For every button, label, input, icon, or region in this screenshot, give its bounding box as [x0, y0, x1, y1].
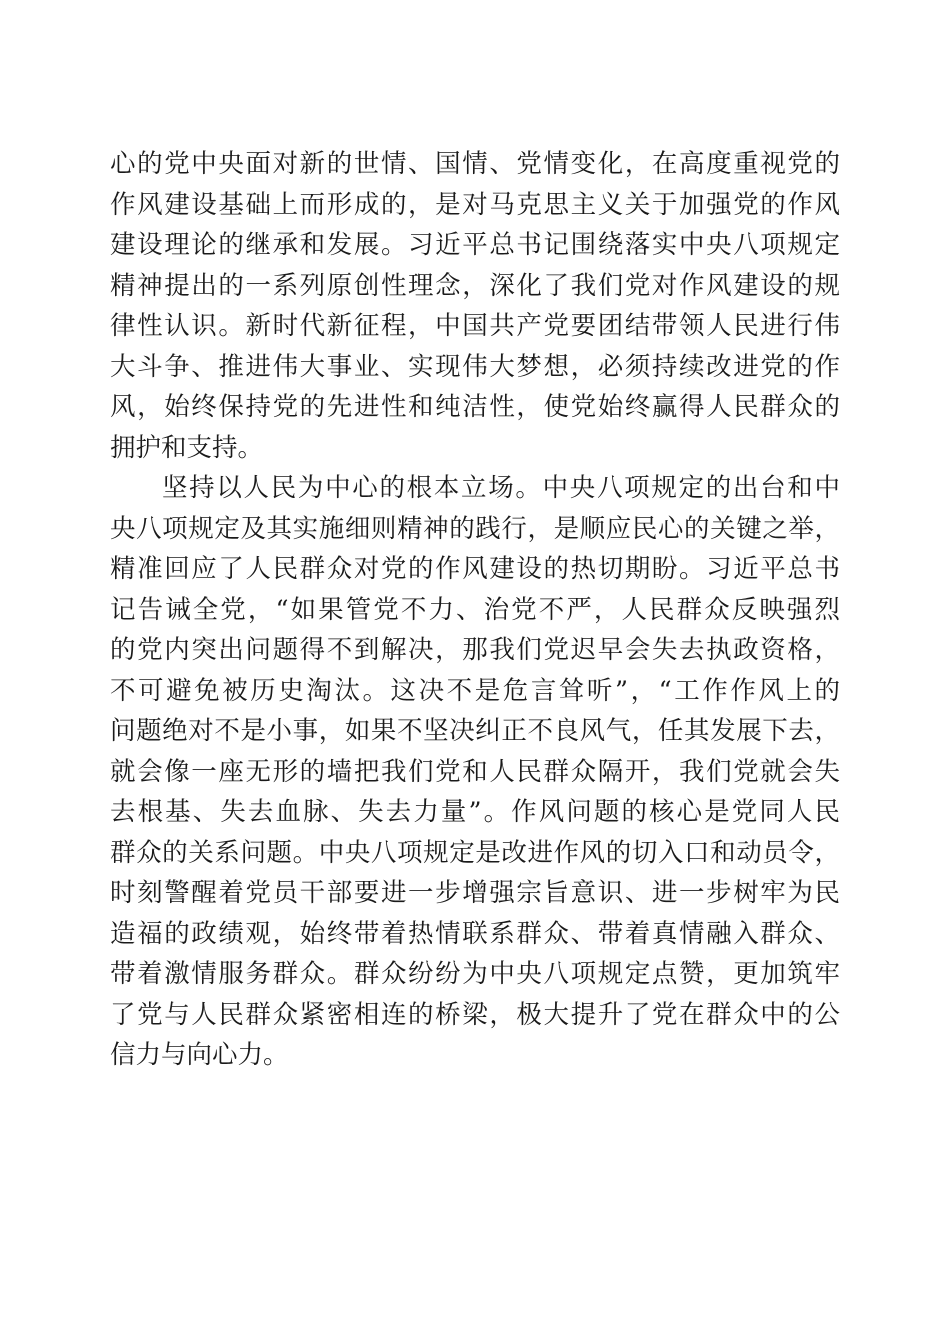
text-line: 带着激情服务群众。群众纷纷为中央八项规定点赞，更加筑牢	[110, 959, 840, 989]
text-line: 精准回应了人民群众对党的作风建设的热切期盼。习近平总书	[110, 554, 840, 584]
body-text	[110, 144, 840, 1076]
text-line: 问题绝对不是小事，如果不坚决纠正不良风气，任其发展下去，	[110, 716, 840, 746]
text-line: 造福的政绩观，始终带着热情联系群众、带着真情融入群众、	[110, 918, 840, 949]
text-line: 作风建设基础上而形成的，是对马克思主义关于加强党的作风	[110, 189, 840, 220]
text-line: 拥护和支持。	[110, 432, 264, 463]
text-line: 律性认识。新时代新征程，中国共产党要团结带领人民进行伟	[110, 311, 840, 341]
text-line: 时刻警醒着党员干部要进一步增强宗旨意识、进一步树牢为民	[110, 878, 840, 908]
text-line: 风，始终保持党的先进性和纯洁性，使党始终赢得人民群众的	[110, 392, 840, 422]
text-line: 了党与人民群众紧密相连的桥梁，极大提升了党在群众中的公	[110, 999, 840, 1030]
text-line: 央八项规定及其实施细则精神的践行，是顺应民心的关键之举，	[110, 513, 840, 544]
text-line: 去根基、失去血脉、失去力量”。作风问题的核心是党同人民	[110, 797, 840, 827]
text-line: 的党内突出问题得不到解决，那我们党迟早会失去执政资格，	[110, 635, 840, 665]
text-line: 就会像一座无形的墙把我们党和人民群众隔开，我们党就会失	[110, 756, 840, 787]
text-line: 大斗争、推进伟大事业、实现伟大梦想，必须持续改进党的作	[110, 351, 840, 382]
text-line: 建设理论的继承和发展。习近平总书记围绕落实中央八项规定	[110, 230, 840, 260]
text-line: 群众的关系问题。中央八项规定是改进作风的切入口和动员令，	[110, 837, 840, 868]
text-line: 坚持以人民为中心的根本立场。中央八项规定的出台和中	[162, 473, 840, 503]
text-line: 记告诫全党，“如果管党不力、治党不严，人民群众反映强烈	[110, 594, 840, 625]
text-line: 不可避免被历史淘汰。这决不是危言耸听”，“工作作风上的	[110, 675, 840, 706]
text-line: 精神提出的一系列原创性理念，深化了我们党对作风建设的规	[110, 270, 840, 301]
text-line: 信力与向心力。	[110, 1040, 289, 1070]
text-line: 心的党中央面对新的世情、国情、党情变化，在高度重视党的	[110, 149, 840, 179]
